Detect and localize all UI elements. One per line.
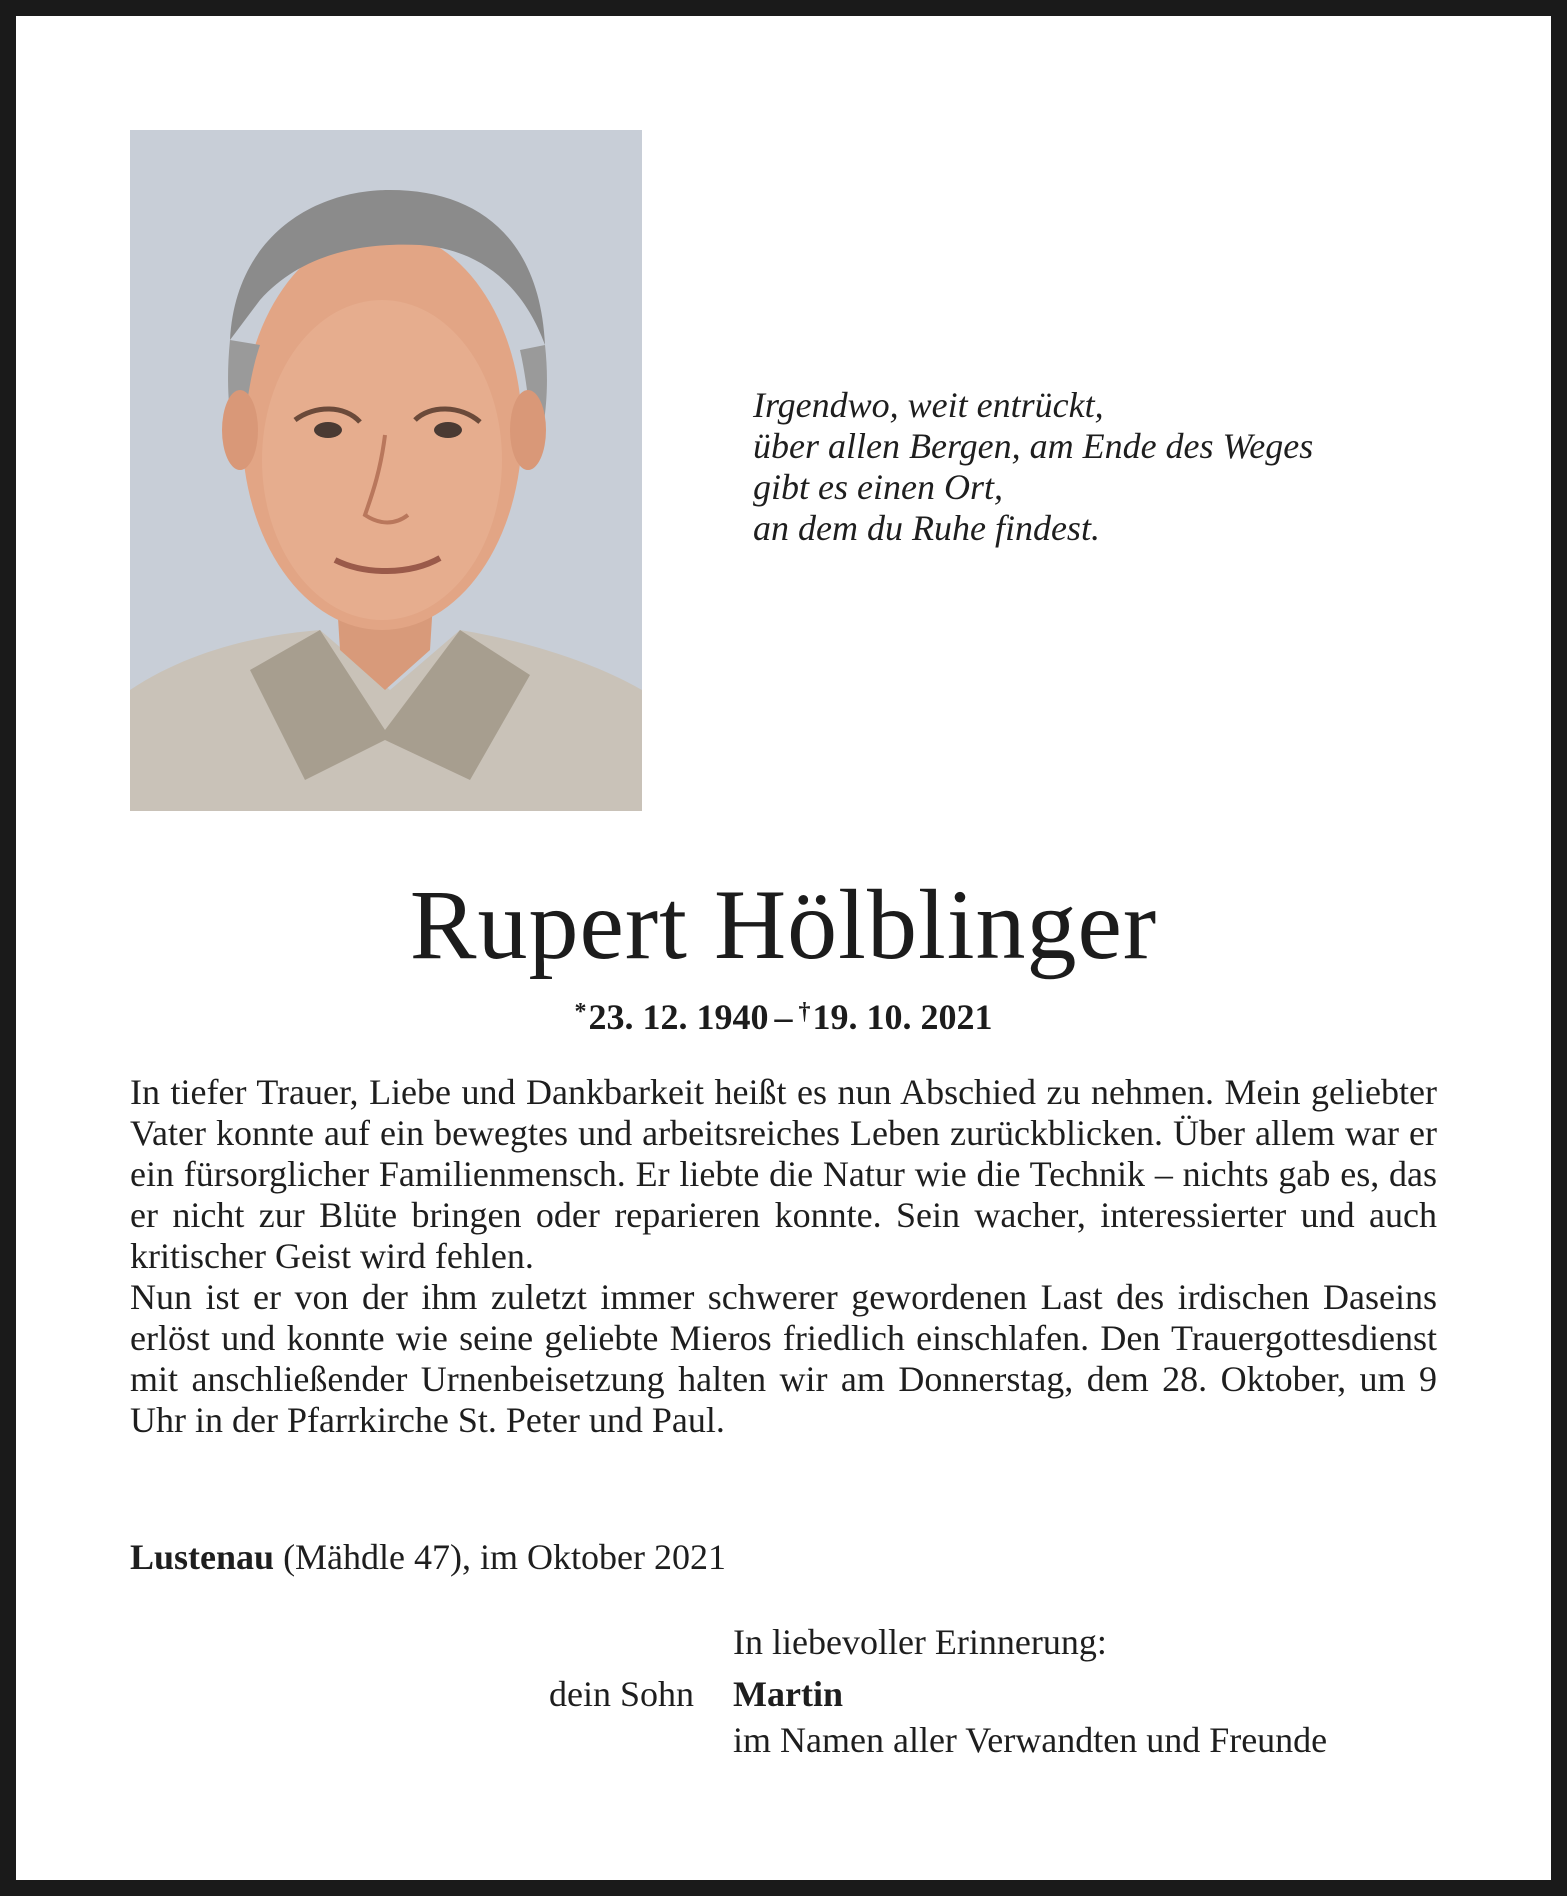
poem-quote [753, 385, 1453, 549]
death-cross-icon: † [798, 999, 811, 1025]
place-town: Lustenau [130, 1537, 275, 1577]
portrait-photo [130, 130, 642, 811]
obituary-text [130, 1072, 1437, 1441]
poem-line: gibt es einen Ort, [753, 467, 1003, 507]
birth-date: 23. 12. 1940 [588, 997, 769, 1037]
place-date-line [130, 1535, 1330, 1579]
portrait-icon [130, 130, 642, 811]
place-details: (Mähdle 47), im Oktober 2021 [274, 1537, 726, 1577]
deceased-name: Rupert Hölblinger [409, 869, 1158, 980]
signature-heading: In liebevoller Erinnerung: [733, 1622, 1107, 1662]
birth-star-icon: * [574, 999, 587, 1025]
date-dash: – [774, 997, 793, 1037]
signature-relation: dein Sohn [549, 1674, 695, 1714]
signature-name: Martin [733, 1674, 843, 1714]
death-date: 19. 10. 2021 [812, 997, 993, 1037]
signature-tail: im Namen aller Verwandten und Freunde [733, 1720, 1328, 1760]
poem-line: Irgendwo, weit entrückt, [753, 385, 1104, 425]
obituary-paragraph: In tiefer Trauer, Liebe und Dankbarkeit heißt es nun Abschied zu nehmen. Mein geliebter Vater konnte auf ein bewegtes und arbeitsreiches Leben zurückblicken. Über allem war er ein fürsorglicher Familienmensch. Er liebte die Natur wie die Technik – nichts gab es, das er nicht zur Blüte bringen oder reparieren konnte. Sein wacher, interessierter und auch kritischer Geist wird fehlen. [130, 1072, 1437, 1276]
poem-line: über allen Bergen, am Ende des Weges [753, 426, 1314, 466]
obituary-paragraph: Nun ist er von der ihm zuletzt immer schwerer gewordenen Last des irdischen Daseins erlöst und konnte wie seine geliebte Mieros friedlich einschlafen. Den Trauergottesdienst mit anschließender Urnenbeisetzung halten wir am Donnerstag, dem 28. Oktober, um 9 Uhr in der Pfarrkirche St. Peter und Paul. [130, 1277, 1437, 1440]
poem-line: an dem du Ruhe findest. [753, 508, 1100, 548]
life-dates [0, 990, 1567, 1039]
